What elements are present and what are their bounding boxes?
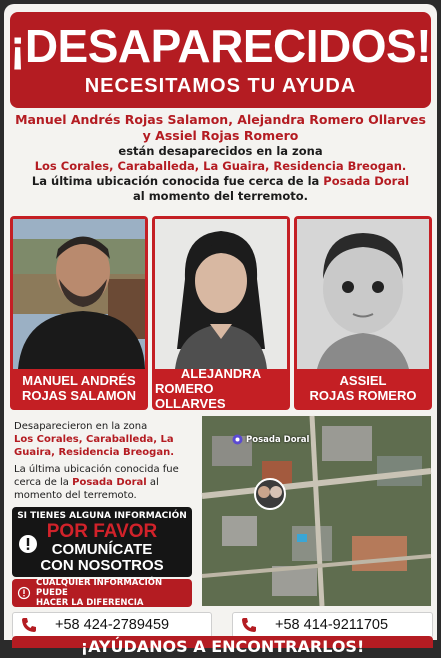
cta-line-1: SI TIENES ALGUNA INFORMACIÓN <box>17 511 187 521</box>
details-zone-text: Desaparecieron en la zona <box>14 421 148 432</box>
details-text <box>14 420 194 506</box>
name-line-2: ROMERO OLLARVES <box>155 380 226 411</box>
poster-subtitle: NECESITAMOS TU AYUDA <box>84 75 357 97</box>
missing-persons-poster <box>4 4 437 656</box>
details-last-suffix: al momento del terremoto. <box>14 477 159 501</box>
person-card-manuel <box>10 216 148 410</box>
person-name-manuel <box>13 369 145 407</box>
phone-icon <box>241 617 257 633</box>
cta-line-2: POR FAVOR <box>46 521 158 542</box>
footer-banner: ¡AYÚDANOS A ENCONTRARLOS! <box>12 636 433 648</box>
notice-line-2: HACER LA DIFERENCIA <box>36 598 144 608</box>
phone-number-2[interactable] <box>232 612 433 638</box>
phone-icon <box>21 617 37 633</box>
person-photo <box>155 219 287 369</box>
call-to-action-box <box>12 507 192 577</box>
person-card-alejandra <box>152 216 290 410</box>
warning-icon <box>18 587 30 599</box>
cta-line-4: CON NOSOTROS <box>40 557 164 574</box>
details-last-location <box>14 463 194 502</box>
notice-line-1: CUALQUIER INFORMACIÓN PUEDE <box>36 578 163 598</box>
last-location <box>14 174 427 189</box>
location-pin-icon <box>232 434 243 445</box>
last-location-prefix: La última ubicación conocida fue cerca de la <box>31 174 320 188</box>
details-last-place: Posada Doral <box>72 477 147 488</box>
satellite-map <box>202 416 431 606</box>
phone-number-text: +58 414-9211705 <box>275 617 389 633</box>
zone-places: Los Corales, Caraballeda, La Guaira, Residencia Breogan. <box>34 159 407 173</box>
phone-number-1[interactable] <box>12 612 212 638</box>
person-card-assiel <box>294 216 432 410</box>
person-name-alejandra <box>155 365 287 411</box>
last-location-suffix: al momento del terremoto. <box>132 189 309 203</box>
name-line-1: ASSIEL <box>339 373 387 388</box>
name-line-2: ROJAS SALAMON <box>21 388 137 403</box>
names-line-2: y Assiel Rojas Romero <box>142 128 299 143</box>
names-line-1: Manuel Andrés Rojas Salamon, Alejandra Romero Ollarves <box>15 112 426 127</box>
map-marker <box>232 434 309 445</box>
poster-title: ¡DESAPARECIDOS! <box>10 20 432 72</box>
person-photo <box>297 219 429 369</box>
person-name-assiel <box>297 369 429 407</box>
details-zone-places: Los Corales, Caraballeda, La Guaira, Residencia Breogan. <box>14 434 174 458</box>
name-line-1: MANUEL ANDRÉS <box>22 373 136 388</box>
title-banner <box>10 12 431 108</box>
notice-text <box>36 578 192 608</box>
cta-line-3: COMUNÍCATE <box>51 541 153 558</box>
person-photo <box>13 219 145 369</box>
warning-icon <box>18 534 38 554</box>
name-line-2: ROJAS ROMERO <box>309 388 417 403</box>
notice-box <box>12 579 192 607</box>
zone-text: están desaparecidos en la zona <box>118 144 323 158</box>
details-zone <box>14 420 194 459</box>
intro-text <box>14 112 427 204</box>
last-location-place: Posada Doral <box>323 174 410 188</box>
details-last-prefix: La última ubicación conocida fue cerca de la <box>14 464 179 488</box>
map-marker-label: Posada Doral <box>246 434 310 445</box>
phone-number-text: +58 424-2789459 <box>55 617 170 633</box>
name-line-1: ALEJANDRA <box>180 365 262 381</box>
